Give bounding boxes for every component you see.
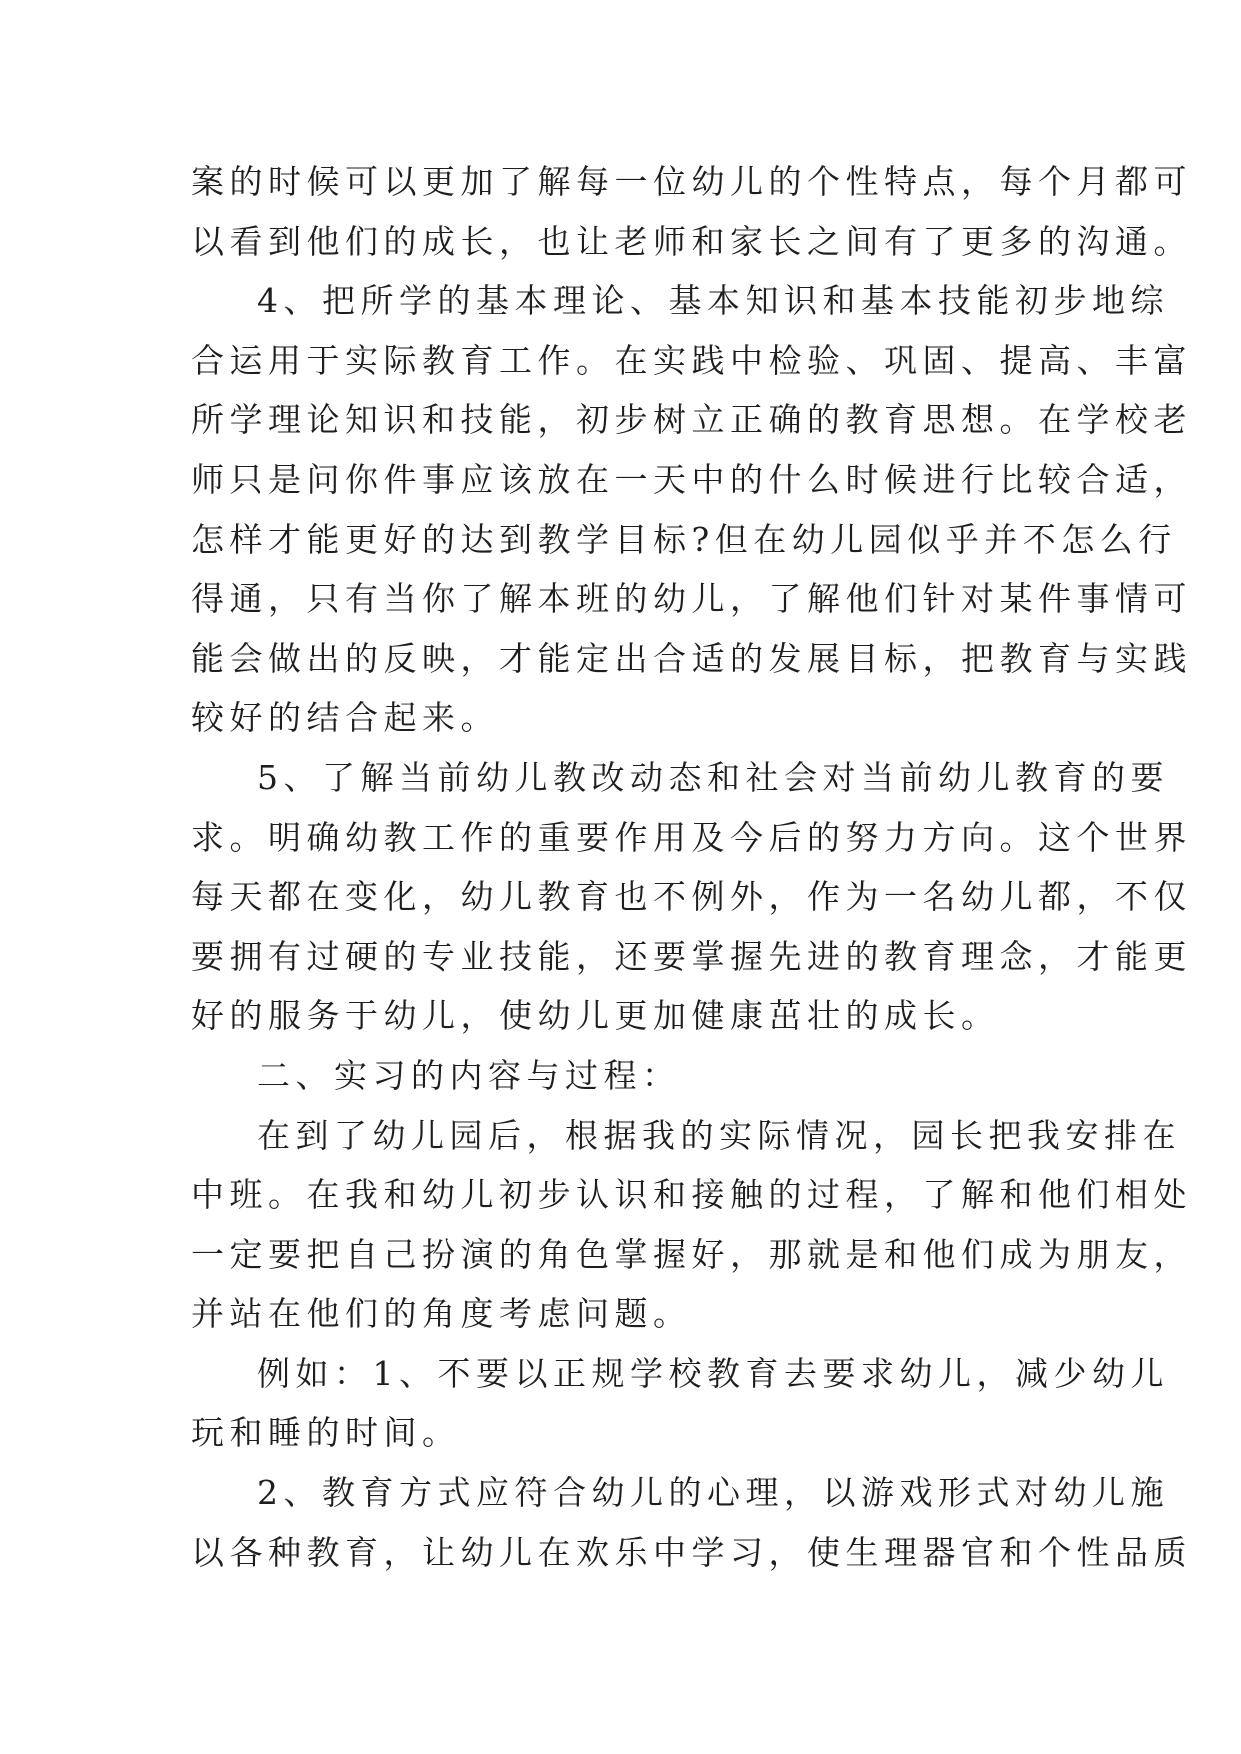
text-line: 并站在他们的角度考虑问题。 (191, 1294, 692, 1334)
text-line: 要拥有过硬的专业技能，还要掌握先进的教育理念，才能更 (191, 936, 1192, 976)
text-line: 得通，只有当你了解本班的幼儿，了解他们针对某件事情可 (191, 579, 1192, 619)
text-line: 怎样才能更好的达到教学目标?但在幼儿园似乎并不怎么行 (191, 519, 1177, 559)
text-line: 能会做出的反映，才能定出合适的发展目标，把教育与实践 (191, 638, 1192, 678)
text-line: 案的时候可以更加了解每一位幼儿的个性特点，每个月都可 (191, 162, 1192, 201)
text-line: 2、教育方式应符合幼儿的心理，以游戏形式对幼儿施 (257, 1473, 1169, 1513)
text-line: 4、把所学的基本理论、基本知识和基本技能初步地综 (257, 281, 1169, 321)
text-line: 求。明确幼教工作的重要作用及今后的努力方向。这个世界 (191, 817, 1192, 857)
text-line: 好的服务于幼儿，使幼儿更加健康茁壮的成长。 (191, 996, 1000, 1036)
text-line: 例如：1、不要以正规学校教育去要求幼儿，减少幼儿 (257, 1353, 1169, 1393)
section-heading: 二、实习的内容与过程： (257, 1055, 681, 1095)
text-line: 所学理论知识和技能，初步树立正确的教育思想。在学校老 (191, 400, 1192, 440)
text-line: 师只是问你件事应该放在一天中的什么时候进行比较合适， (191, 459, 1192, 499)
text-line: 在到了幼儿园后，根据我的实际情况，园长把我安排在 (257, 1115, 1181, 1155)
text-line: 以看到他们的成长，也让老师和家长之间有了更多的沟通。 (191, 221, 1192, 261)
text-line: 玩和睡的时间。 (191, 1413, 461, 1453)
text-line: 一定要把自己扮演的角色掌握好，那就是和他们成为朋友， (191, 1234, 1192, 1274)
text-line: 合运用于实际教育工作。在实践中检验、巩固、提高、丰富 (191, 340, 1192, 380)
document-body (191, 152, 1192, 1582)
text-line: 每天都在变化，幼儿教育也不例外，作为一名幼儿都，不仅 (191, 877, 1192, 917)
text-line: 5、了解当前幼儿教改动态和社会对当前幼儿教育的要 (257, 757, 1169, 797)
text-line: 较好的结合起来。 (191, 698, 499, 738)
text-line: 以各种教育，让幼儿在欢乐中学习，使生理器官和个性品质 (191, 1532, 1192, 1572)
text-line: 中班。在我和幼儿初步认识和接触的过程，了解和他们相处 (191, 1175, 1192, 1215)
